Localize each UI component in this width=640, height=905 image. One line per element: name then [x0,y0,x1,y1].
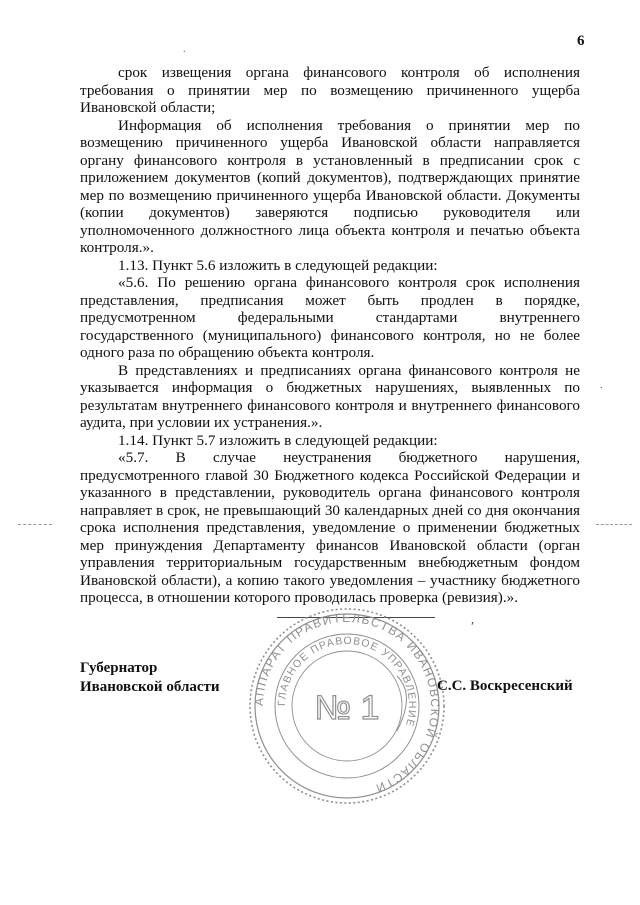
signatory-position [80,659,220,697]
right-margin-mark [596,524,632,525]
seal-outer-textpath: АППАРАТ ПРАВИТЕЛЬСТВА ИВАНОВСКОЙ ОБЛАСТИ [251,610,443,796]
paragraph-7: «5.7. В случае неустранения бюджетного нарушения, предусмотренного главой 30 Бюджетного кодекса Российской Федерации и указанного в представлении, руководитель органа финансового контроля направляет в срок, не превышающий 30 календарных дней со дня окончания срока исполнения представления, уведомление о применении бюджетных мер принуждения Департаменту финансов Ивановской области (орган управления территориальным государственным внебюджетным фондом Ивановской области), а копию такого уведомления – участнику бюджетного процесса, в отношении которого проводилась проверка (ревизия).». [80,449,580,606]
seal-inner-textpath: ГЛАВНОЕ ПРАВОВОЕ УПРАВЛЕНИЕ [275,634,419,729]
document-body [80,64,580,607]
paragraph-4: «5.6. По решению органа финансового контроля срок исполнения представления, предписания может быть продлен в порядке, предусмотренном федеральными стандартами внутреннего государственного (муниципального) финансового контроля, но не более одного раза по обращению объекта контроля. [80,274,580,361]
left-margin-mark [18,524,52,525]
scan-tick-mark: , [471,612,474,626]
page-number: 6 [577,33,585,49]
scan-dot-mark-2: . [600,380,603,391]
official-seal [247,606,447,806]
seal-number: № 1 [314,689,380,727]
paragraph-2: Информация об исполнения требования о принятии мер по возмещению причиненного ущерба Ивановской области направляется органу финансового контроля в установленный в предписании срок с приложением документов (копий документов), подтверждающих принятие мер по возмещению причиненного ущерба Ивановской области. Документы (копии документов) заверяются подписью руководителя или уполномоченного должностного лица объекта контроля и печатью объекта контроля.». [80,116,580,256]
signatory-name: С.С. Воскресенский [437,678,573,694]
paragraph-5: В представлениях и предписаниях органа финансового контроля не указывается информация о бюджетных нарушениях, выявленных по результатам внутреннего финансового контроля и внутреннего финансового аудита, при условии их устранения.». [80,361,580,431]
signatory-title-line1: Губернатор [80,660,158,676]
paragraph-6: 1.14. Пункт 5.7 изложить в следующей редакции: [118,431,438,449]
signatory-title-line2: Ивановской области [80,679,220,695]
paragraph-1: срок извещения органа финансового контроля об исполнения требования о принятии мер по возмещению причиненного ущерба Ивановской области; [80,64,580,116]
scan-dot-mark: . [183,44,186,55]
paragraph-3: 1.13. Пункт 5.6 изложить в следующей редакции: [118,256,438,274]
